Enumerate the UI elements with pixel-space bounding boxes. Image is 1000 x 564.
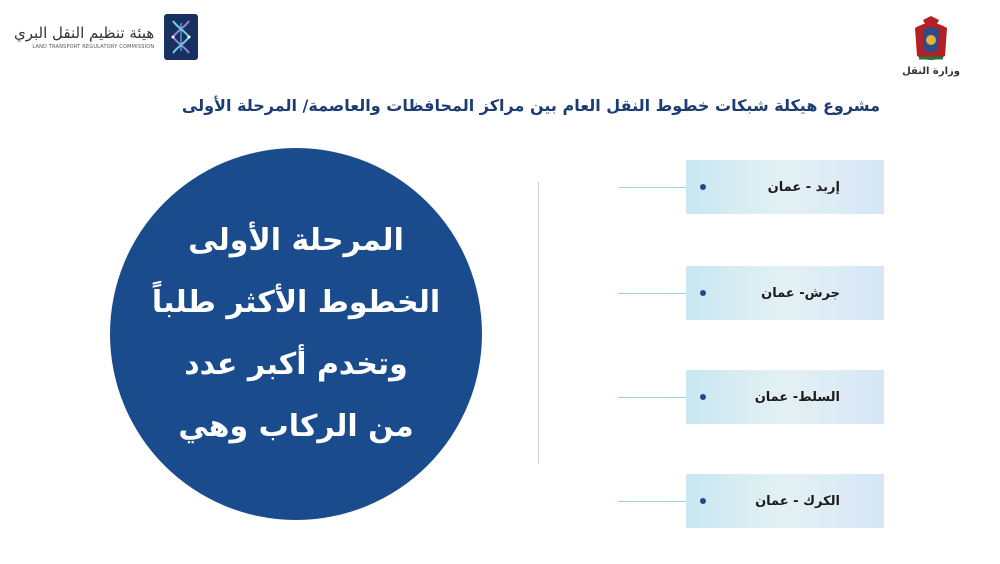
route-label: السلط- عمان <box>754 389 840 405</box>
circle-line-3: وتخدم أكبر عدد <box>184 347 408 382</box>
route-jerash-amman <box>686 266 884 320</box>
route-connector <box>618 397 686 398</box>
circle-line-1: المرحلة الأولى <box>188 223 404 258</box>
route-connector <box>618 187 686 188</box>
network-lines-icon <box>164 14 198 60</box>
jordan-coat-of-arms-icon <box>909 14 953 64</box>
circle-line-4: من الركاب وهي <box>178 409 414 444</box>
circle-line-2: الخطوط الأكثر طلباً <box>151 285 441 320</box>
vertical-divider <box>538 182 539 464</box>
route-label: الكرك - عمان <box>755 493 840 509</box>
brand-name-en: LAND TRANSPORT REGULATORY COMMISSION <box>32 44 155 50</box>
page-title: مشروع هيكلة شبكات خطوط النقل العام بين مراكز المحافظات والعاصمة/ المرحلة الأولى <box>181 96 880 115</box>
route-label: إربد - عمان <box>767 179 840 195</box>
route-label: جرش- عمان <box>761 285 840 301</box>
route-connector <box>618 293 686 294</box>
route-irbid-amman <box>686 160 884 214</box>
route-karak-amman <box>686 474 884 528</box>
phase-circle <box>110 148 482 520</box>
brand-text <box>14 24 154 50</box>
route-connector <box>618 501 686 502</box>
commission-brand <box>14 14 198 60</box>
brand-name-ar: هيئة تنظيم النقل البري <box>14 24 155 42</box>
ministry-emblem <box>902 14 960 77</box>
ministry-name: وزارة النقل <box>902 66 960 77</box>
route-salt-amman <box>686 370 884 424</box>
